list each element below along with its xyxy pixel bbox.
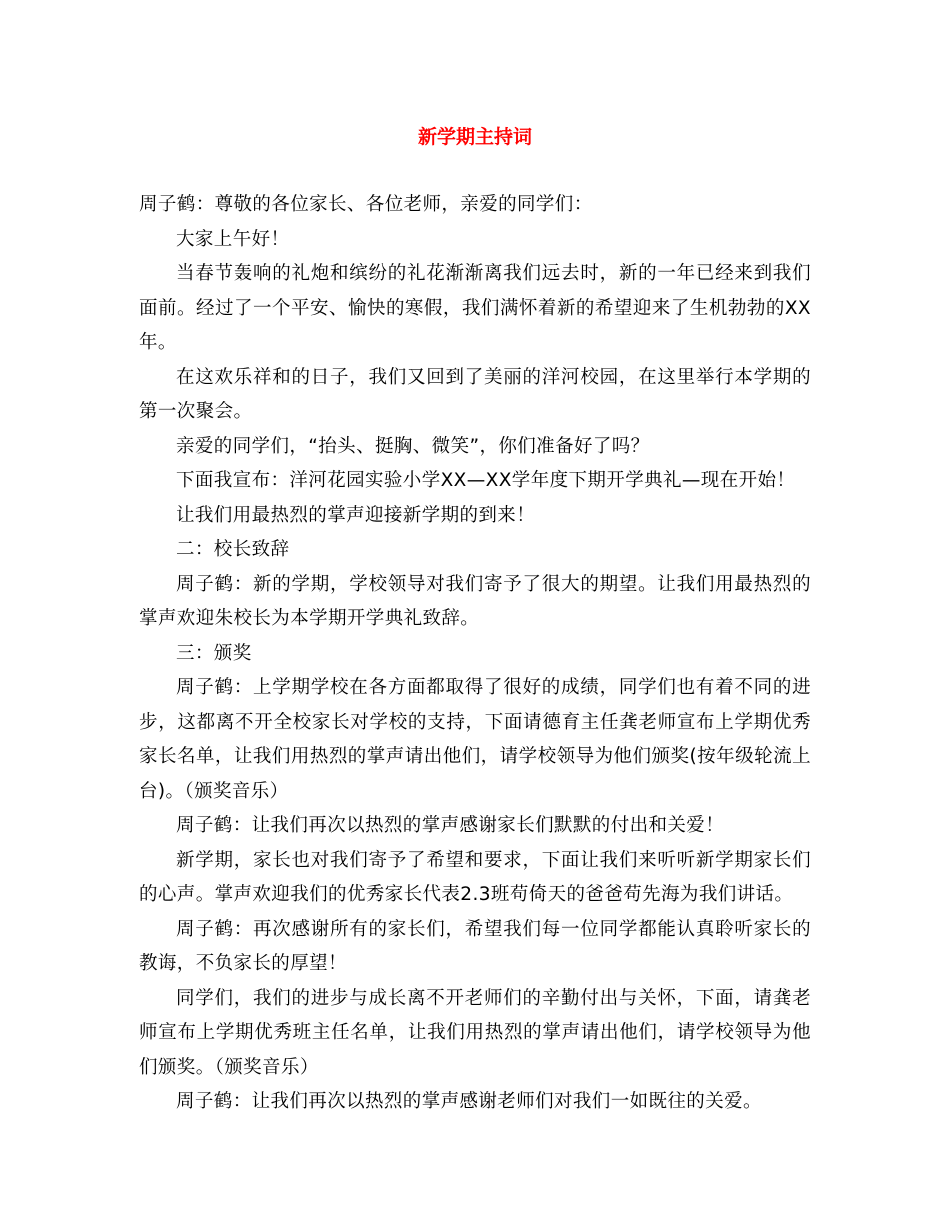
paragraph: 让我们用最热烈的掌声迎接新学期的到来！ <box>176 504 536 526</box>
document-body <box>139 188 811 1120</box>
paragraph: 二：校长致辞 <box>176 539 290 560</box>
paragraph: 三：颁奖 <box>176 642 252 664</box>
paragraph: 大家上午好！ <box>176 228 290 250</box>
paragraph: 同学们，我们的进步与成长离不开老师们的辛勤付出与关怀，下面，请龚老师宣布上学期优秀班主任名单，让我们用热烈的掌声请出他们，请学校领导为他们颁奖。（颁奖音乐） <box>139 987 811 1078</box>
paragraph: 当春节轰响的礼炮和缤纷的礼花渐渐离我们远去时，新的一年已经来到我们面前。经过了一个平安、愉快的寒假，我们满怀着新的希望迎来了生机勃勃的XX年。 <box>139 263 811 353</box>
paragraph: 周子鹤：再次感谢所有的家长们，希望我们每一位同学都能认真聆听家长的教诲，不负家长的厚望！ <box>139 918 811 974</box>
paragraph: 周子鹤：新的学期，学校领导对我们寄予了很大的期望。让我们用最热烈的掌声欢迎朱校长为本学期开学典礼致辞。 <box>139 573 811 629</box>
paragraph: 周子鹤：尊敬的各位家长、各位老师，亲爱的同学们： <box>139 194 593 215</box>
document-title: 新学期主持词 <box>417 126 532 148</box>
paragraph: 亲爱的同学们，“抬头、挺胸、微笑”，你们准备好了吗？ <box>176 435 650 457</box>
paragraph: 周子鹤：让我们再次以热烈的掌声感谢老师们对我们一如既往的关爱。 <box>176 1091 762 1112</box>
paragraph: 周子鹤：让我们再次以热烈的掌声感谢家长们默默的付出和关爱！ <box>176 815 725 836</box>
paragraph: 新学期，家长也对我们寄予了希望和要求，下面让我们来听听新学期家长们的心声。掌声欢迎我们的优秀家长代表2.3班苟倚天的爸爸苟先海为我们讲话。 <box>139 849 811 905</box>
paragraph: 周子鹤：上学期学校在各方面都取得了很好的成绩，同学们也有着不同的进步，这都离不开全校家长对学校的支持，下面请德育主任龚老师宣布上学期优秀家长名单，让我们用热烈的掌声请出他们，请学校领导为他们颁奖(按年级轮流上台)。（颁奖音乐） <box>139 677 811 802</box>
paragraph: 在这欢乐祥和的日子，我们又回到了美丽的洋河校园，在这里举行本学期的第一次聚会。 <box>139 366 811 422</box>
paragraph: 下面我宣布：洋河花园实验小学XX—XX学年度下期开学典礼—现在开始！ <box>176 470 796 491</box>
